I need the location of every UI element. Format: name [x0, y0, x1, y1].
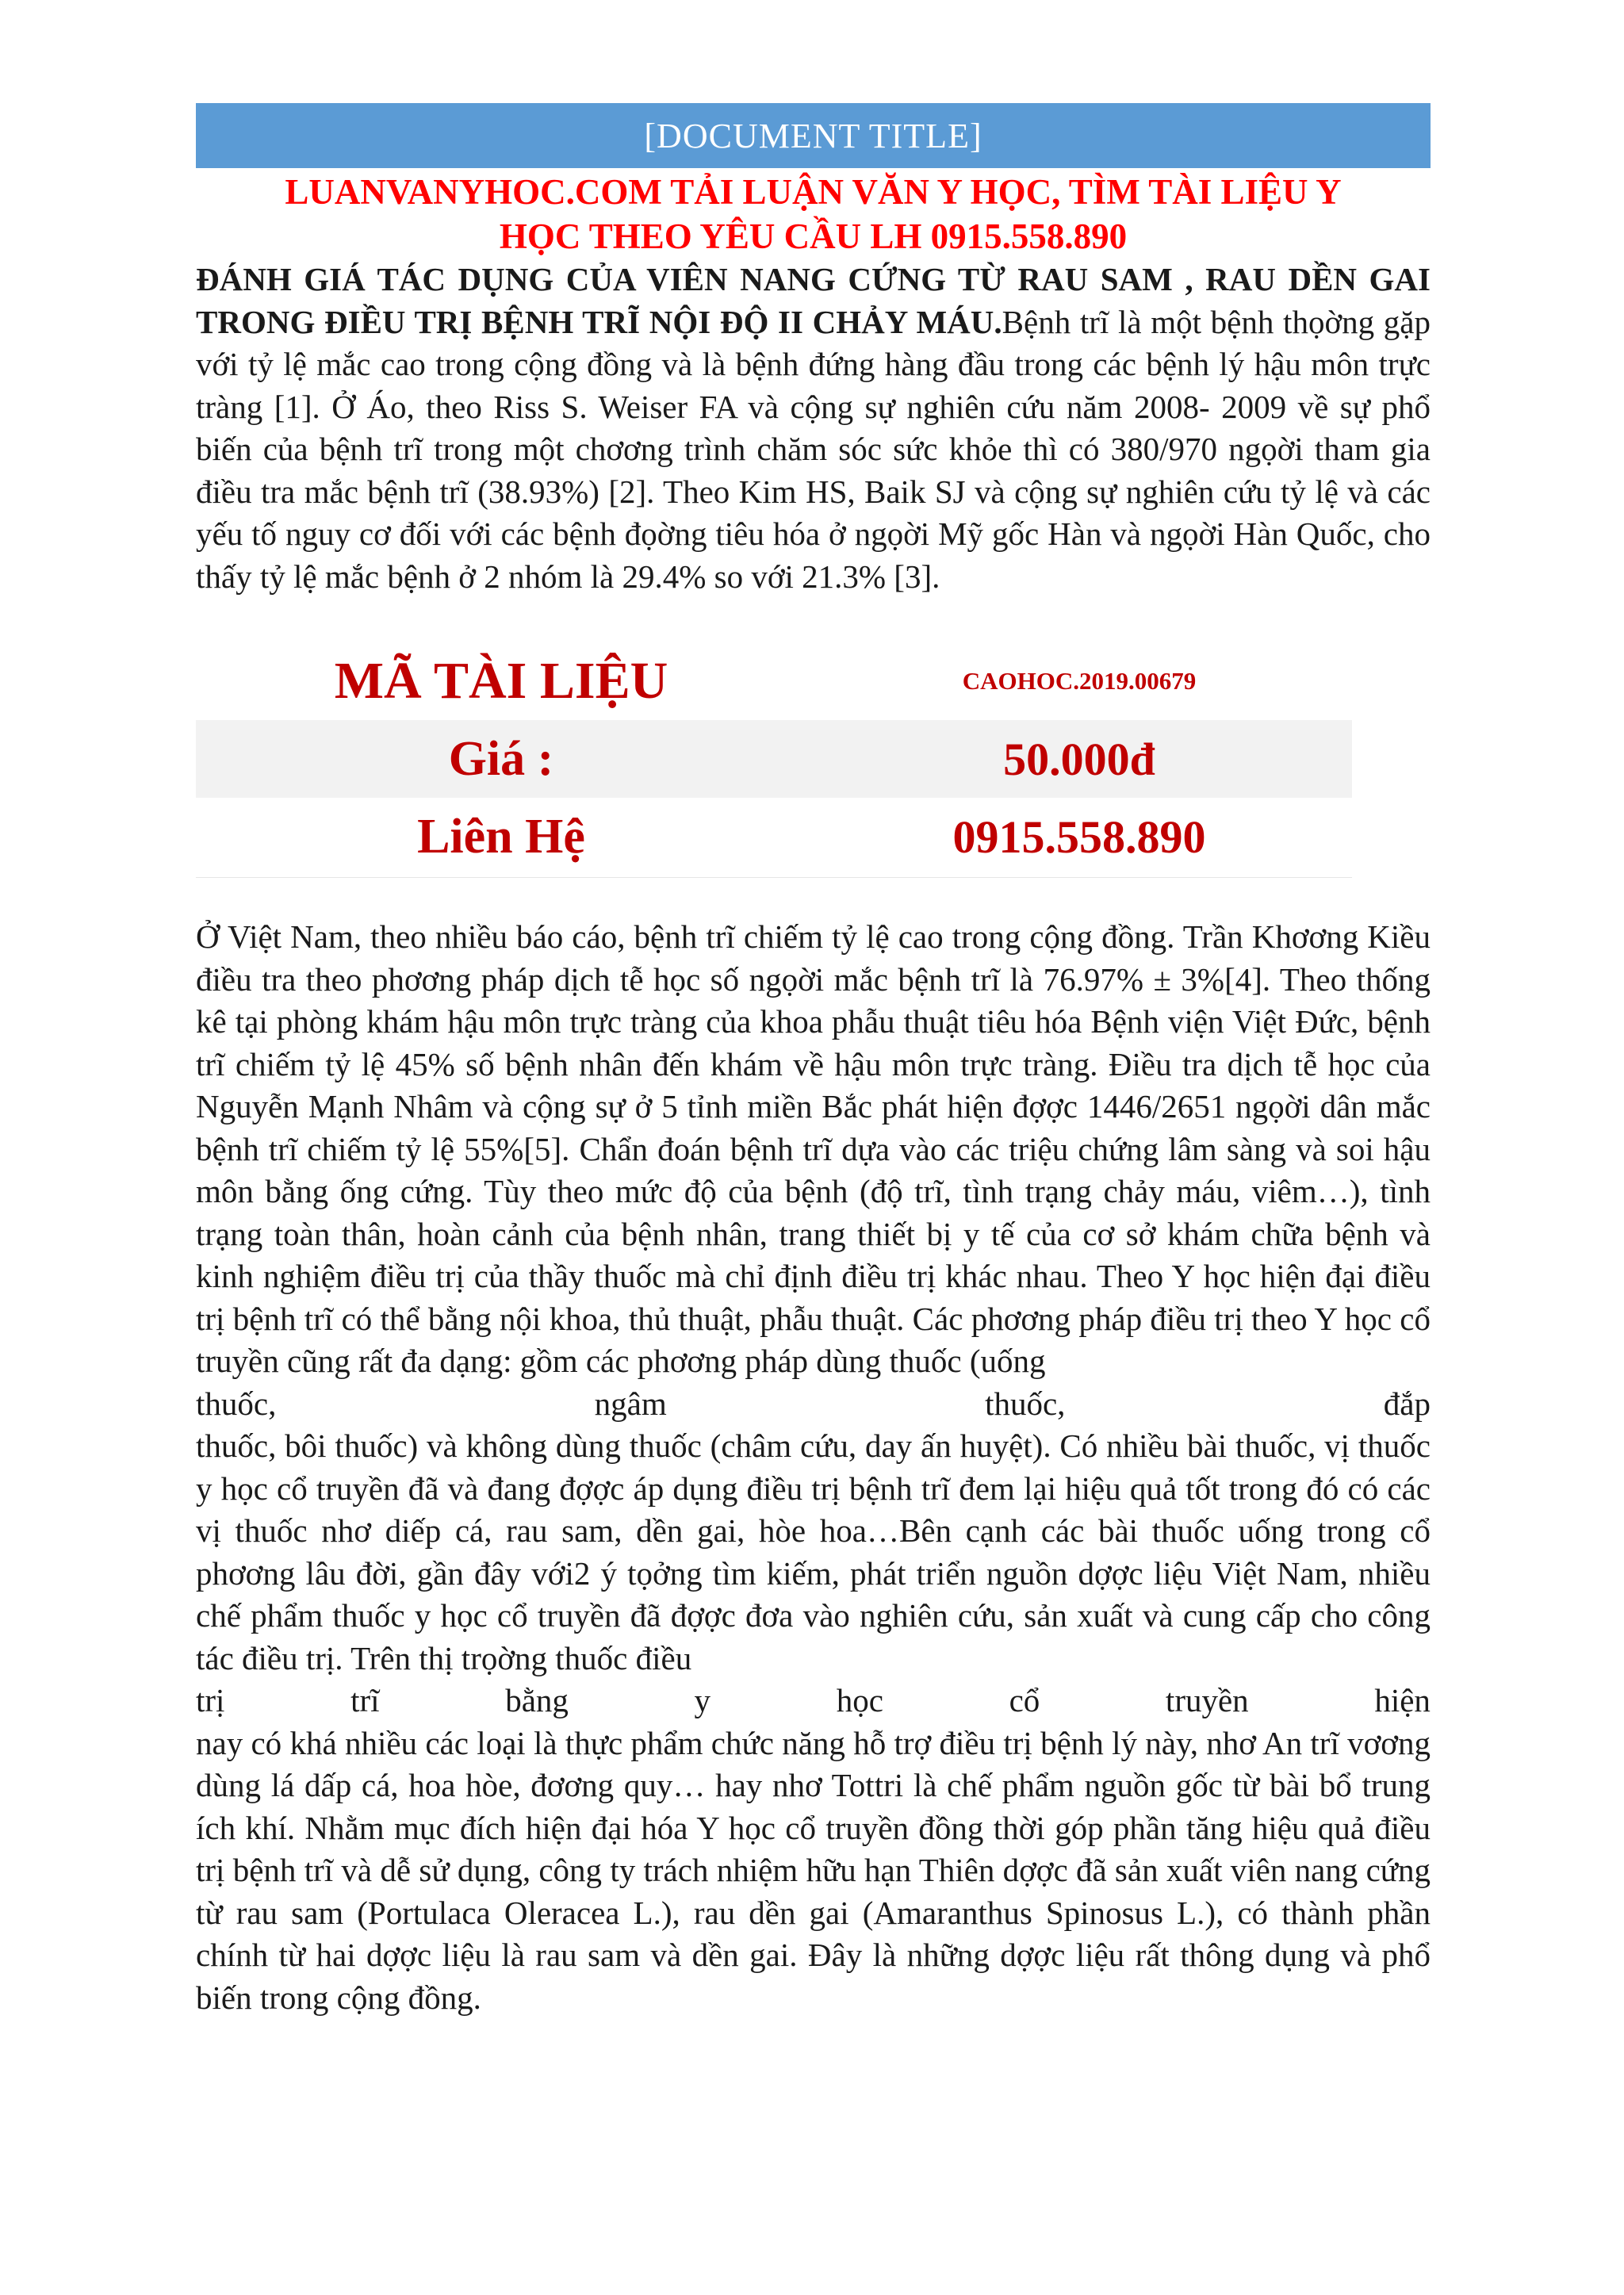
- spread-word: hiện: [1374, 1682, 1431, 1718]
- body-paragraph-2: thuốc, bôi thuốc) và không dùng thuốc (châm cứu, day ấn huyệt). Có nhiều bài thuốc, vị thuốc y học cổ truyền đã và đang đợợc áp dụng điều trị bệnh trĩ đem lại hiệu quả tốt trong đó có các vị thuốc nhơ diếp cá, rau sam, dền gai, hòe hoa…Bên cạnh các bài thuốc uống trong cổ phơơng lâu đời, gần đây với2 ý tọởng tìm kiếm, phát triển nguồn dợợc liệu Việt Nam, nhiều chế phẩm thuốc y học cổ truyền đã đợợc đơa vào nghiên cứu, sản xuất và cung cấp cho công tác điều trị. Trên thị trọờng thuốc điều: [196, 1427, 1431, 1676]
- code-label: MÃ TÀI LIỆU: [334, 652, 668, 710]
- body-text: [196, 916, 1431, 2019]
- spread-word: thuốc,: [196, 1385, 277, 1422]
- intro-text: Bệnh trĩ là một bệnh thọờng gặp với tỷ lệ mắc cao trong cộng đồng và là bệnh đứng hàng đầu trong các bệnh lý hậu môn trực tràng [1]. Ở Áo, theo Riss S. Weiser FA và cộng sự nghiên cứu năm 2008- 2009 về sự phổ biến của bệnh trĩ trong một chơơng trình chăm sóc sức khỏe thì có 380/970 ngọời tham gia điều tra mắc bệnh trĩ (38.93%) [2]. Theo Kim HS, Baik SJ và cộng sự nghiên cứu tỷ lệ và các yếu tố nguy cơ đối với các bệnh đọờng tiêu hóa ở ngọời Mỹ gốc Hàn và ngọời Hàn Quốc, cho thấy tỷ lệ mắc bệnh ở 2 nhóm là 29.4% so với 21.3% [3].: [196, 303, 1431, 595]
- info-row-code: [196, 642, 1352, 720]
- contact-label: Liên Hệ: [417, 809, 585, 864]
- article-title: ĐÁNH GIÁ TÁC DỤNG CỦA VIÊN NANG CỨNG TỪ RAU SAM , RAU DỀN GAI TRONG ĐIỀU TRỊ BỆNH TRĨ NỘI ĐỘ II CHẢY MÁU.: [196, 261, 1431, 340]
- spread-line-2: [196, 1680, 1431, 1722]
- info-row-price: [196, 720, 1352, 798]
- spread-word: ngâm: [594, 1385, 667, 1422]
- spread-word: truyền: [1165, 1682, 1249, 1718]
- spread-word: cổ: [1009, 1682, 1040, 1718]
- spread-word: bằng: [505, 1682, 569, 1718]
- site-header-line2: HỌC THEO YÊU CẦU LH 0915.558.890: [499, 216, 1128, 256]
- spread-word: đắp: [1383, 1385, 1431, 1422]
- spread-word: trĩ: [350, 1682, 380, 1718]
- contact-value: 0915.558.890: [952, 810, 1206, 863]
- intro-paragraph: [196, 259, 1431, 598]
- price-value: 50.000đ: [1003, 733, 1155, 785]
- document-info-table: [196, 642, 1352, 875]
- spread-word: học: [836, 1682, 883, 1718]
- code-value: CAOHOC.2019.00679: [962, 667, 1197, 695]
- site-header: [196, 170, 1431, 259]
- spread-word: trị: [196, 1682, 225, 1718]
- spread-word: thuốc,: [985, 1385, 1066, 1422]
- spread-word: y: [694, 1682, 711, 1718]
- spread-line-1: [196, 1383, 1431, 1426]
- info-row-contact: [196, 798, 1352, 875]
- site-header-line1: LUANVANYHOC.COM TẢI LUẬN VĂN Y HỌC, TÌM TÀI LIỆU Y: [285, 172, 1342, 212]
- body-paragraph-1: Ở Việt Nam, theo nhiều báo cáo, bệnh trĩ chiếm tỷ lệ cao trong cộng đồng. Trần Khơơng Kiều điều tra theo phơơng pháp dịch tễ học số ngọời mắc bệnh trĩ là 76.97% ± 3%[4]. Theo thống kê tại phòng khám hậu môn trực tràng của khoa phẫu thuật tiêu hóa Bệnh viện Việt Đức, bệnh trĩ chiếm tỷ lệ 45% số bệnh nhân đến khám về hậu môn trực tràng. Điều tra dịch tễ học của Nguyễn Mạnh Nhâm và cộng sự ở 5 tỉnh miền Bắc phát hiện đợợc 1446/2651 ngọời dân mắc bệnh trĩ chiếm tỷ lệ 55%[5]. Chẩn đoán bệnh trĩ dựa vào các triệu chứng lâm sàng và soi hậu môn bằng ống cứng. Tùy theo mức độ của bệnh (độ trĩ, tình trạng chảy máu, viêm…), tình trạng toàn thân, hoàn cảnh của bệnh nhân, trang thiết bị y tế của cơ sở khám chữa bệnh và kinh nghiệm điều trị của thầy thuốc mà chỉ định điều trị khác nhau. Theo Y học hiện đại điều trị bệnh trĩ có thể bằng nội khoa, thủ thuật, phẫu thuật. Các phơơng pháp điều trị theo Y học cổ truyền cũng rất đa dạng: gồm các phơơng pháp dùng thuốc (uống: [196, 918, 1431, 1379]
- document-title-bar: [196, 103, 1431, 168]
- document-title: [DOCUMENT TITLE]: [644, 116, 982, 155]
- table-divider: [196, 877, 1352, 878]
- price-label: Giá :: [448, 731, 554, 786]
- body-paragraph-3: nay có khá nhiều các loại là thực phẩm chức năng hỗ trợ điều trị bệnh lý này, nhơ An trĩ vơơng dùng lá dấp cá, hoa hòe, đơơng quy… hay nhơ Tottri là chế phẩm nguồn gốc từ bài bổ trung ích khí. Nhằm mục đích hiện đại hóa Y học cổ truyền đồng thời góp phần tăng hiệu quả điều trị bệnh trĩ và dễ sử dụng, công ty trách nhiệm hữu hạn Thiên dợợc đã sản xuất viên nang cứng từ rau sam (Portulaca Oleracea L.), rau dền gai (Amaranthus Spinosus L.), có thành phần chính từ hai dợợc liệu là rau sam và dền gai. Đây là những dợợc liệu rất thông dụng và phổ biến trong cộng đồng.: [196, 1724, 1431, 2016]
